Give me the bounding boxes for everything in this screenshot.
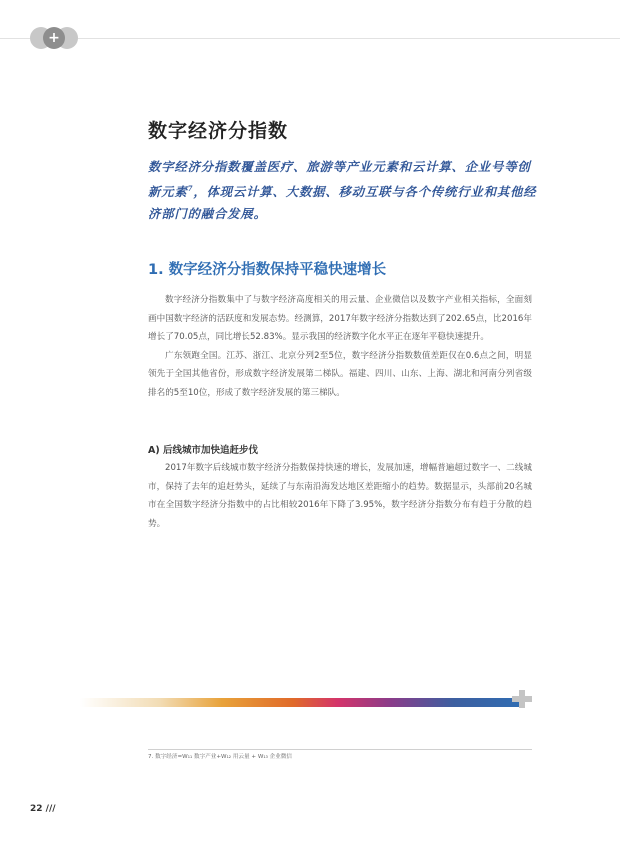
section-body <box>148 291 532 402</box>
paragraph: 数字经济分指数集中了与数字经济高度相关的用云量、企业微信以及数字产业相关指标，全面刻画中国数字经济的活跃度和发展态势。经测算，2017年数字经济分指数达到了202.65点，比2016年增长了70.05点，同比增长52.83%。显示我国的经济数字化水平正在逐年平稳快速提升。 <box>148 295 532 342</box>
page-title: 数字经济分指数 <box>148 120 289 142</box>
paragraph: 广东领跑全国。江苏、浙江、北京分列2至5位，数字经济分指数数值差距仅在0.6点之间，明显领先于全国其他省份，形成数字经济发展第二梯队。福建、四川、山东、上海、湖北和河南分列省级排名的5至10位，形成了数字经济发展的第三梯队。 <box>148 350 532 398</box>
section-title: 1. 数字经济分指数保持平稳快速增长 <box>148 262 387 278</box>
intro-text <box>148 156 538 225</box>
paragraph: 2017年数字后线城市数字经济分指数保持快速的增长，发展加速，增幅普遍超过数字一、二线城市，保持了去年的追赶势头，延续了与东南沿海发达地区差距缩小的趋势。数据显示，头部前20名城市在全国数字经济分指数中的占比相较2016年下降了3.95%，数字经济分指数分布有趋于分散的趋势。 <box>148 463 532 529</box>
page-number: 22 /// <box>30 804 56 814</box>
plus-icon: + <box>48 30 60 46</box>
intro-text-part1: 数字经济分指数覆盖医疗、旅游等产业元素和云计算、企业号等创新元素 <box>148 159 531 200</box>
plus-icon <box>512 690 532 708</box>
header-logo <box>30 27 78 49</box>
footnote-ref: 7 <box>187 184 194 193</box>
subsection-body <box>148 459 532 533</box>
footnote: 7. 数字经济=W₁₁ 数字产业+W₁₂ 用云量 + W₁₃ 企业微信 <box>148 754 293 760</box>
header-rule <box>0 38 620 39</box>
footnote-divider <box>148 749 532 750</box>
subsection-title: A) 后线城市加快追赶步伐 <box>148 445 259 456</box>
intro-text-part2: ，体现云计算、大数据、移动互联与各个传统行业和其他经济部门的融合发展。 <box>148 184 537 222</box>
decorative-gradient-bar <box>80 698 524 707</box>
